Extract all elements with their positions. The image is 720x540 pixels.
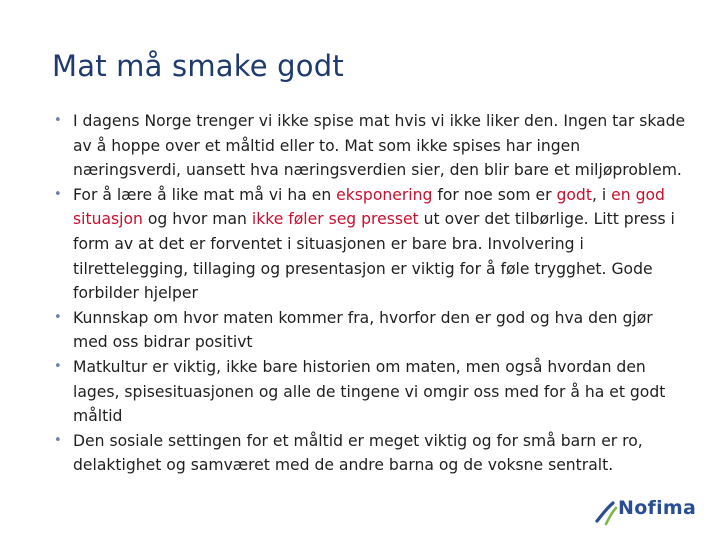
logo-wordmark: Nofima [618,497,697,519]
bullet-text: Den sosiale settingen for et måltid er meget viktig og for små barn er ro, delaktighet og samværet med de andre barna og de voksne sentralt. [73,431,643,475]
bullet-text: og hvor man [142,210,252,229]
bullet-dot-icon: • [54,186,62,202]
bullet-text: ut over det tilbørlige. Litt press i form av at det er forventet i situasjonen er bare bra. Involvering i tilrettelegging, tillaging og presentasjon er viktig for å føle trygghet. Gode forbilder hjelper [73,210,675,303]
bullet-dot-icon: • [54,432,62,448]
bullet-list [52,109,692,478]
bullet-text: Kunnskap om hvor maten kommer fra, hvorfor den er god og hva den gjør med oss bidrar positivt [73,308,653,352]
highlighted-text: ikke føler seg presset [251,210,419,229]
highlighted-text: eksponering [336,185,433,204]
bullet-text: for noe som er [432,185,557,204]
bullet-text: , i [591,185,612,204]
slide-title: Mat må smake godt [52,49,344,84]
bullet-item [52,183,692,306]
nofima-logo [594,494,704,530]
bullet-item [52,306,692,355]
highlighted-text: en god situasjon [73,185,665,229]
bullet-text: I dagens Norge trenger vi ikke spise mat hvis vi ikke liker den. Ingen tar skade av å hoppe over et måltid eller to. Mat som ikke spises har ingen næringsverdi, uansett hva næringsverdien sier, den blir bare et miljøproblem. [73,112,686,180]
bullet-dot-icon: • [54,113,62,128]
bullet-dot-icon: • [54,358,62,374]
nofima-logo-mark-icon [594,494,620,528]
highlighted-text: godt [556,185,592,204]
bullet-item [52,355,692,429]
bullet-item [52,429,692,478]
bullet-dot-icon: • [54,309,62,325]
bullet-text: Matkultur er viktig, ikke bare historien om maten, men også hvordan den lages, spisesituasjonen og alle de tingene vi omgir oss med for å ha et godt måltid [73,357,666,426]
bullet-item [52,109,692,183]
bullet-text: For å lære å like mat må vi ha en [73,185,337,204]
